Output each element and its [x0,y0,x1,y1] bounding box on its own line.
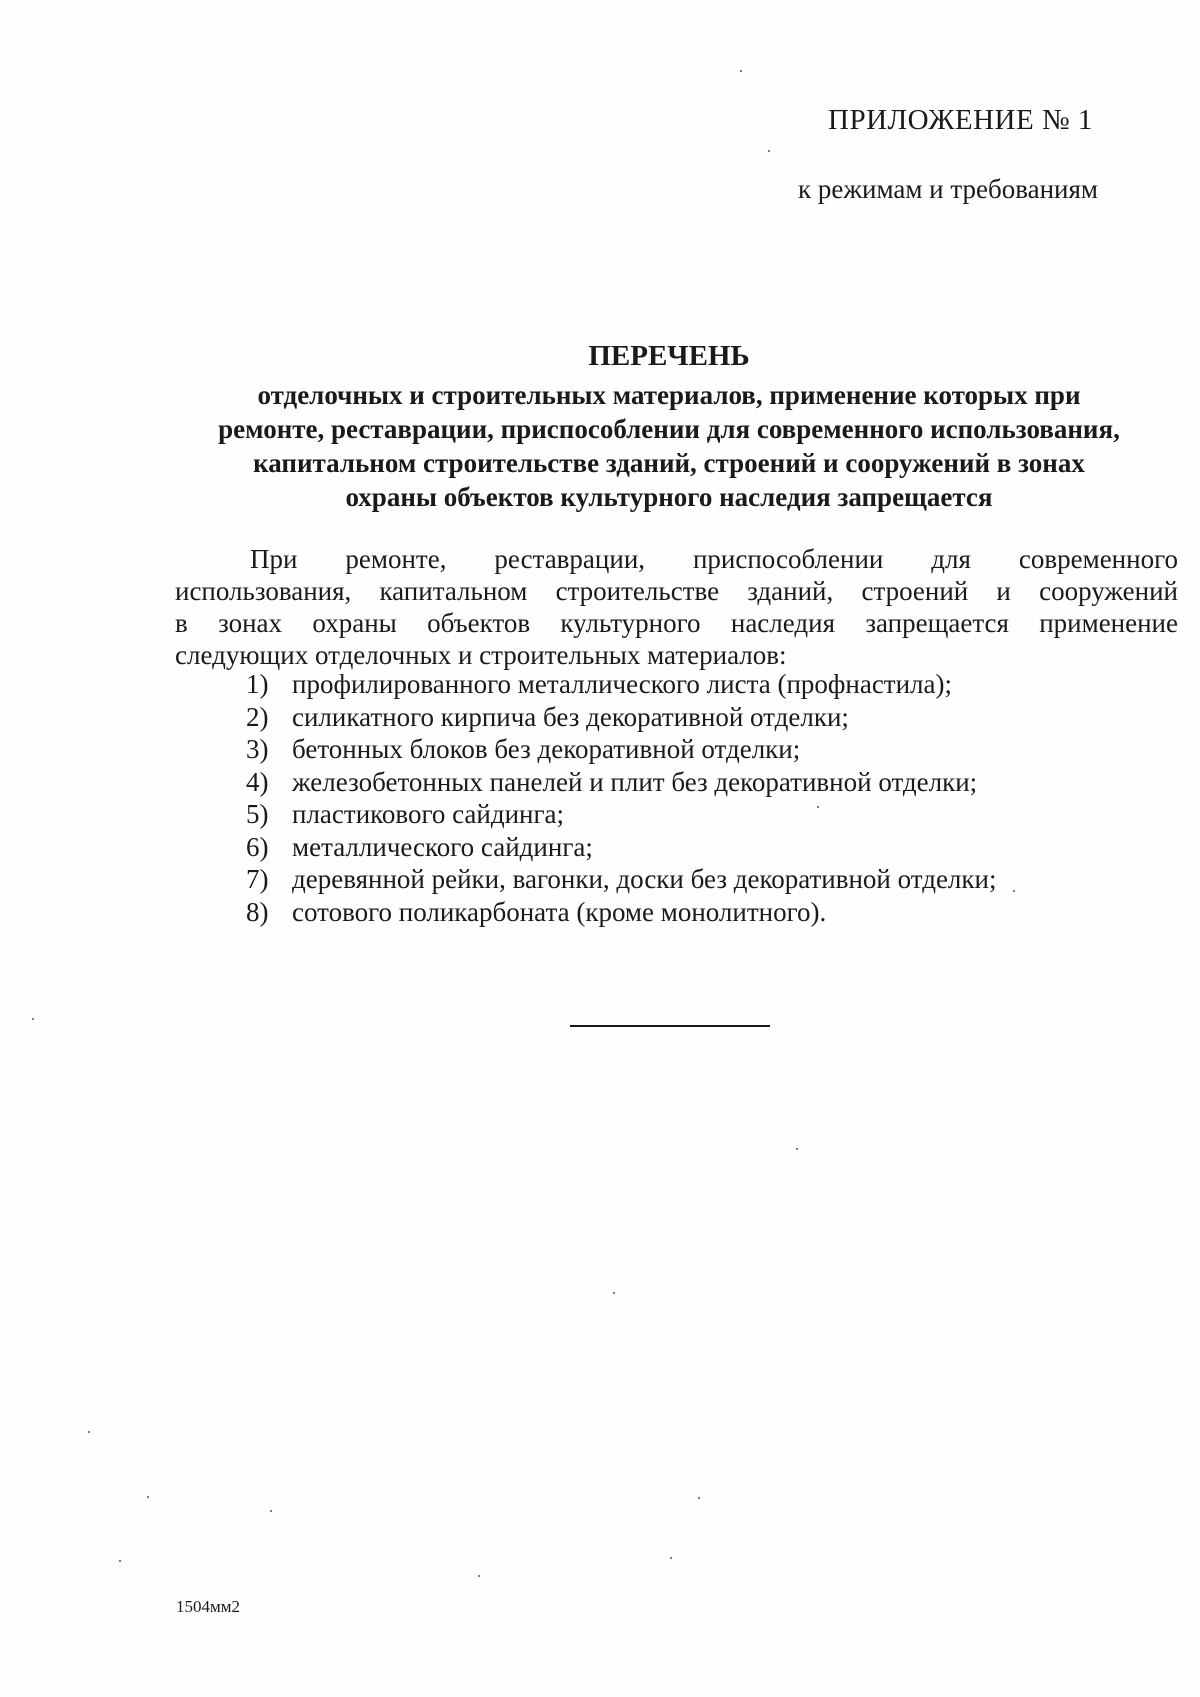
paragraph-line: использования, капитальном строительстве зданий, строений и сооружений [175,576,1178,606]
list-item-text: деревянной рейки, вагонки, доски без декоративной отделки; [292,864,997,894]
list-item-number: 8) [246,896,269,927]
scan-speck [32,1018,34,1020]
list-item-number: 2) [246,701,269,732]
list-item [246,733,996,766]
document-subtitle-line: охраны объектов культурного наследия запрещается [345,482,993,512]
scan-speck [796,1148,798,1150]
list-item-text: металлического сайдинга; [292,831,593,862]
list-item-text: силикатного кирпича без декоративной отделки; [292,701,849,732]
document-subtitle-line: капитальном строительстве зданий, строений и сооружений в зонах [253,448,1085,478]
scan-speck [670,1557,672,1559]
scan-speck [478,1575,480,1577]
end-separator-line [570,1025,770,1027]
list-item-number: 6) [246,831,269,862]
list-item [246,668,996,701]
list-item [246,831,996,864]
document-title: ПЕРЕЧЕНЬ [588,340,750,372]
list-item-text: железобетонных панелей и плит без декоративной отделки; [292,766,978,797]
list-item-number: 4) [246,766,269,797]
document-code: 1504мм2 [176,1597,241,1616]
document-subtitle-line: отделочных и строительных материалов, применение которых при [257,380,1081,410]
list-item [246,798,996,831]
appendix-title: ПРИЛОЖЕНИЕ № 1 [828,104,1093,136]
scan-speck [768,150,770,152]
list-item-text: сотового поликарбоната (кроме монолитного). [292,896,827,927]
scan-speck [270,1510,272,1512]
scan-speck [613,1292,615,1294]
appendix-subtitle: к режимам и требованиям [798,174,1099,204]
scan-speck [698,1497,700,1499]
list-item-text: пластикового сайдинга; [292,799,565,829]
scan-speck [88,1431,90,1433]
document-subtitle-line: ремонте, реставрации, приспособлении для современного использования, [218,414,1120,444]
list-item [246,766,996,799]
scan-speck [147,1496,149,1498]
list-item [246,896,996,929]
scan-speck [119,1560,121,1562]
scan-speck [817,806,819,808]
list-item [246,701,996,734]
scan-speck [740,70,742,72]
paragraph-line: в зонах охраны объектов культурного наследия запрещается применение [175,608,1178,638]
paragraph-line: При ремонте, реставрации, приспособлении для современного [250,544,1178,574]
materials-list [246,668,996,928]
list-item-text: профилированного металлического листа (профнастила); [292,669,952,699]
paragraph-line: следующих отделочных и строительных материалов: [175,640,787,670]
list-item-number: 7) [246,864,269,894]
list-item [246,863,996,896]
scan-speck [1013,890,1015,892]
list-item-number: 5) [246,799,269,829]
list-item-number: 1) [246,669,269,699]
list-item-number: 3) [246,734,269,764]
list-item-text: бетонных блоков без декоративной отделки; [292,734,801,764]
